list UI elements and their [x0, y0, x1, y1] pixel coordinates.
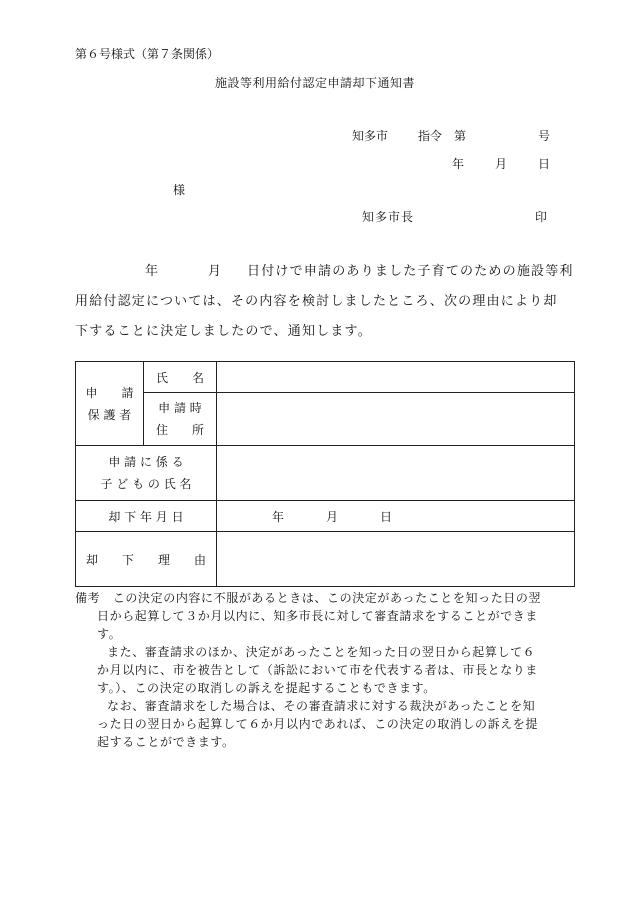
- guardian-label-line-2: 保 護 者: [87, 407, 132, 422]
- remarks-p1-line-1: 備考 この決定の内容に不服があるときは、この決定があったことを知った日の翌: [75, 591, 542, 605]
- name-label: 氏 名: [144, 362, 217, 393]
- seal-mark: 印: [535, 210, 548, 224]
- body-line-3: 下することに決定しましたので、通知します。: [75, 324, 372, 339]
- date-year: 年: [452, 157, 465, 171]
- remarks-section: [75, 589, 580, 751]
- body-line-1-text: 日付けで申請のありました子育てのための施設等利: [247, 264, 574, 279]
- remarks-p1-line-2: 日から起算して３か月以内に、知多市長に対して審査請求をすることができま: [97, 609, 539, 623]
- remarks-p3-line-1: なお、審査請求をした場合は、その審査請求に対する裁決があったことを知: [107, 699, 536, 713]
- issuer-title: 知多市長: [362, 210, 415, 224]
- document-title: 施設等利用給付認定申請却下通知書: [214, 76, 415, 90]
- address-label-line-2: 住 所: [155, 423, 204, 437]
- address-label: [144, 393, 217, 446]
- remarks-p2-line-2: か月以内に、市を被告として（訴訟において市を代表する者は、市長となりま: [97, 663, 539, 677]
- remarks-p3-line-2: った日の翌日から起算して６か月以内であれば、この決定の取消しの訴えを提: [97, 717, 539, 731]
- child-name-value[interactable]: [217, 446, 575, 501]
- date-month: 月: [495, 157, 508, 171]
- body-line-2: 用給付認定については、その内容を検討しましたところ、次の理由により却: [75, 294, 558, 309]
- rejection-reason-label: 却 下 理 由: [76, 532, 217, 587]
- name-value[interactable]: [217, 362, 575, 393]
- remarks-p1-line-3: す。: [97, 627, 122, 641]
- remarks-lead: 備考: [75, 591, 101, 605]
- address-value[interactable]: [217, 393, 575, 446]
- number-suffix: 号: [538, 129, 551, 143]
- issuer-prefix: 知多市: [352, 129, 389, 143]
- address-label-line-1: 申 請 時: [158, 401, 202, 415]
- body-paragraph: [75, 257, 575, 347]
- rejection-reason-value[interactable]: [217, 532, 575, 587]
- remarks-p2-line-1: また、審査請求のほか、決定があったことを知った日の翌日から起算して６: [107, 645, 536, 659]
- date-day: 日: [538, 157, 551, 171]
- child-label-line-1: 申 請 に 係 る: [108, 455, 184, 469]
- rejection-date-cell[interactable]: [217, 501, 575, 532]
- rejection-date-label: 却 下 年 月 日: [76, 501, 217, 532]
- addressee-honorific: 様: [173, 183, 186, 197]
- application-info-table: [75, 361, 575, 587]
- guardian-label-line-1: 申 請: [85, 385, 134, 400]
- child-label-line-2: 子 ど も の 氏 名: [100, 477, 192, 491]
- guardian-label: [76, 362, 144, 446]
- rejection-date-value: 年 月 日: [272, 509, 399, 524]
- remarks-p3-line-3: 起することができます。: [97, 735, 235, 749]
- body-date-placeholder: 年 月: [145, 264, 230, 279]
- remarks-p2-line-3: す。）、この決定の取消しの訴えを提起することもできます。: [97, 681, 436, 695]
- body-line-1: [75, 257, 575, 287]
- directive-label: 指令 第: [418, 129, 467, 143]
- form-number: 第６号様式（第７条関係）: [75, 47, 220, 61]
- child-label: [76, 446, 217, 501]
